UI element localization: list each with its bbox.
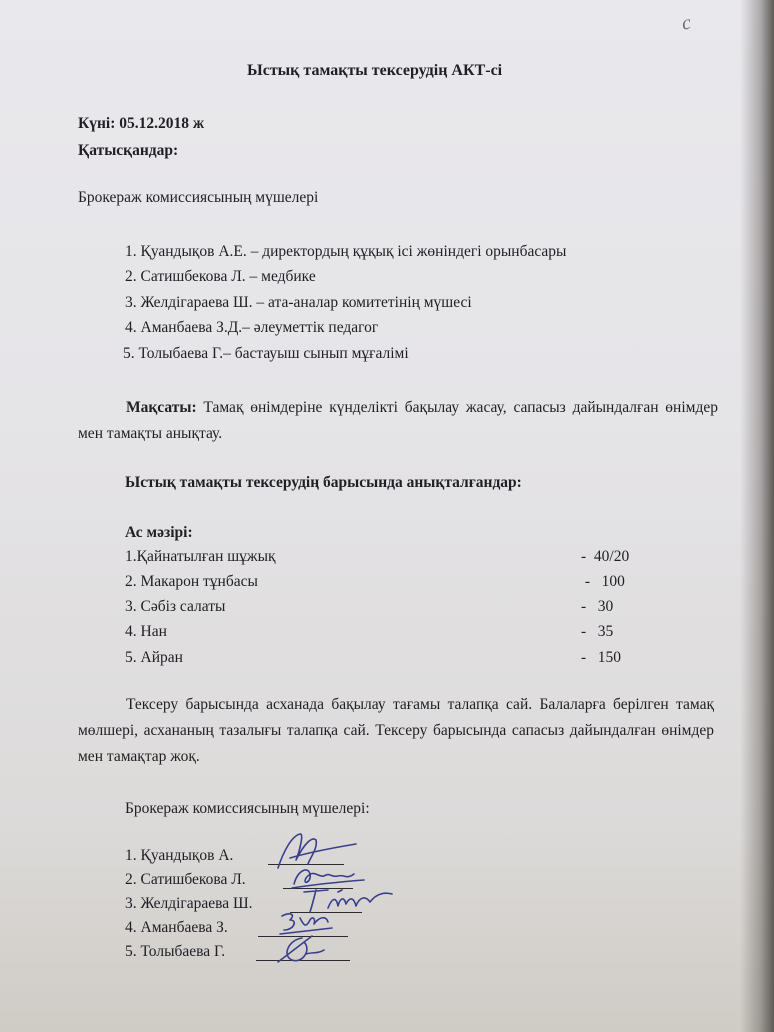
- menu-item: [125, 623, 635, 647]
- menu-item-name: 1.Қайнатылған шұжық: [125, 548, 276, 565]
- goal-label: Мақсаты:: [126, 399, 197, 416]
- member-item: 1. Қуандықов А.Е. – директордың құқық ісі жөніндегі орынбасары: [125, 243, 567, 260]
- member-item: 5. Толыбаева Г.– бастауыш сынып мұғалімі: [123, 345, 409, 362]
- member-item: 3. Желдігараева Ш. – ата-аналар комитетінің мүшесі: [125, 294, 472, 311]
- page-edge-shadow: [740, 0, 774, 1032]
- menu-item-qty: - 150: [581, 649, 622, 666]
- member-item: 2. Сатишбекова Л. – медбике: [125, 268, 316, 285]
- signatory-item: 4. Аманбаева З.: [125, 919, 228, 936]
- goal-paragraph: [78, 395, 718, 447]
- menu-item-name: 3. Сәбіз салаты: [125, 598, 226, 615]
- menu-item: [125, 598, 635, 622]
- menu-item-qty: - 30: [581, 598, 614, 615]
- menu-item: [125, 548, 635, 572]
- menu-label: Ас мәзірі:: [125, 524, 193, 541]
- conclusion-paragraph: Тексеру барысында асханада бақылау тағамы талапқа сай. Балаларға берілген тамақ мөлшері, асхананың тазалығы талапқа сай. Тексеру барысында сапасыз дайындалған өнімдер мен тамақтар жоқ.: [78, 696, 714, 765]
- menu-item-qty: - 35: [581, 623, 614, 640]
- menu-item-name: 5. Айран: [125, 649, 183, 666]
- menu-item-name: 4. Нан: [125, 623, 167, 640]
- signatory-item: 1. Қуандықов А.: [125, 847, 234, 864]
- member-item: 4. Аманбаева З.Д.– әлеуметтік педагог: [125, 319, 379, 336]
- menu-item: [125, 573, 635, 597]
- goal-text: Тамақ өнімдеріне күнделікті бақылау жасау, сапасыз дайындалған өнімдер мен тамақты анықтау.: [78, 399, 718, 442]
- document-title: Ыстық тамақты тексерудің АКТ-сі: [247, 62, 503, 79]
- menu-item-qty: - 40/20: [581, 548, 630, 565]
- findings-heading: Ыстық тамақты тексерудің барысында анықталғандар:: [125, 474, 522, 491]
- menu-item-name: 2. Макарон тұнбасы: [125, 573, 258, 590]
- menu-item-qty: - 100: [581, 573, 625, 590]
- menu-item: [125, 649, 635, 673]
- corner-handwritten-mark: с: [680, 11, 693, 35]
- date-line: Күні: 05.12.2018 ж: [78, 115, 205, 132]
- signature-tolybaeva: [272, 932, 332, 968]
- signatory-item: 5. Толыбаева Г.: [125, 943, 226, 960]
- signatures-heading: Брокераж комиссиясының мүшелері:: [125, 800, 370, 817]
- signatory-item: 2. Сатишбекова Л.: [125, 871, 246, 888]
- commission-heading: Брокераж комиссиясының мүшелері: [78, 189, 319, 206]
- signatory-item: 3. Желдігараева Ш.: [125, 895, 253, 912]
- participants-label: Қатысқандар:: [78, 142, 179, 159]
